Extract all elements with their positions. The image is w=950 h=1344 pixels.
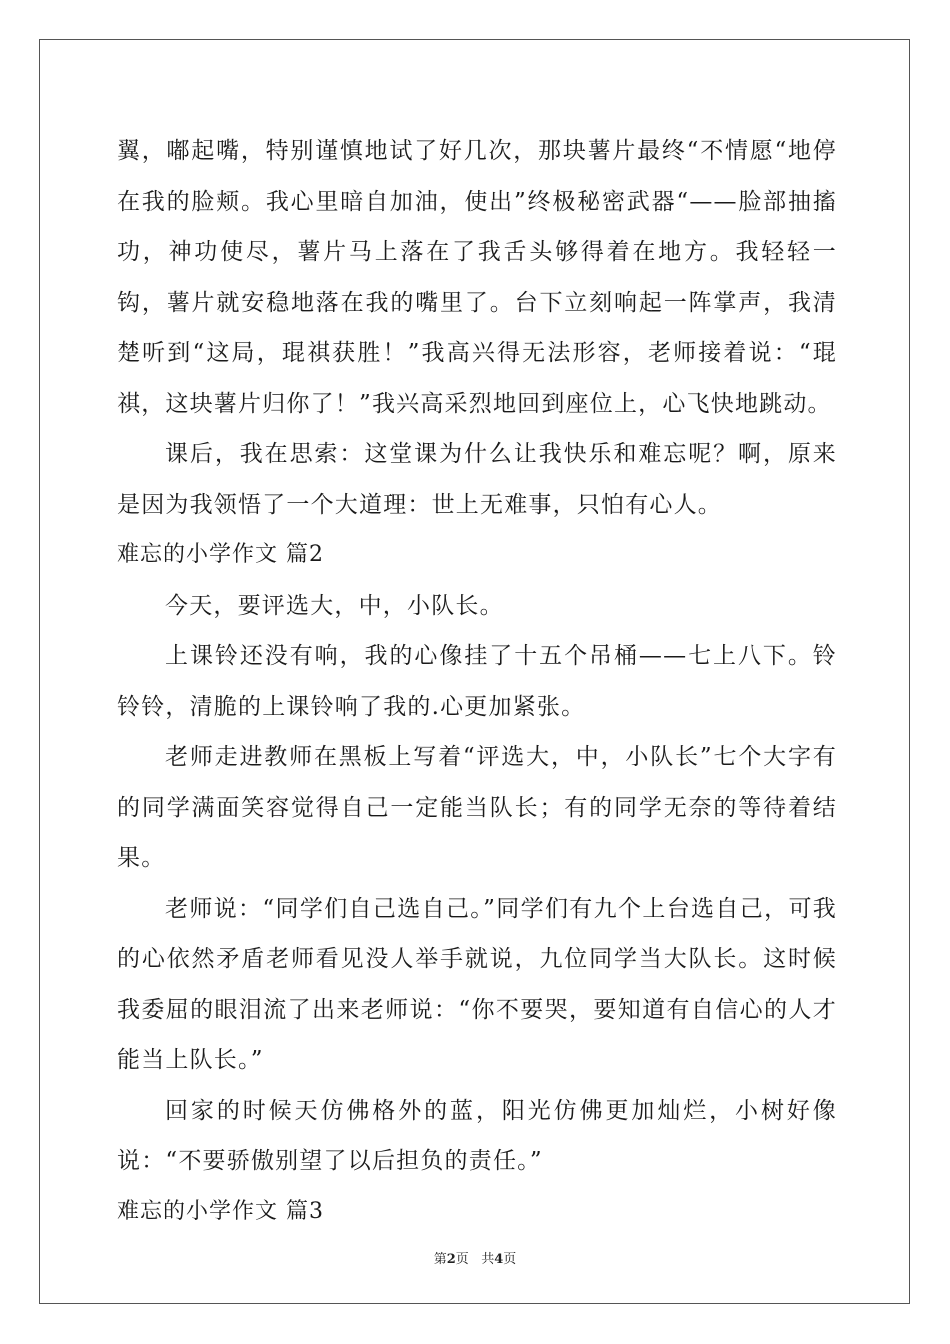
footer-total-prefix: 共 (481, 1252, 495, 1267)
footer-prefix: 第 (433, 1252, 447, 1267)
paragraph-2: 课后，我在思索：这堂课为什么让我快乐和难忘呢？啊，原来是因为我领悟了一个大道理：世上无难事，只怕有心人。 (117, 441, 837, 518)
paragraph-7: 回家的时候天仿佛格外的蓝，阳光仿佛更加灿烂，小树好像说：“不要骄傲别望了以后担负的责任。” (117, 1097, 837, 1174)
footer-current-page: 2 (446, 1252, 456, 1267)
paragraph-1: 翼，嘟起嘴，特别谨慎地试了好几次，那块薯片最终“不情愿“地停在我的脸颊。我心里暗自加油，使出”终极秘密武器“——脸部抽搐功，神功使尽，薯片马上落在了我舌头够得着在地方。我轻轻一钩，薯片就安稳地落在我的嘴里了。台下立刻响起一阵掌声，我清楚听到“这局，琨祺获胜！”我高兴得无法形容，老师接着说：“琨祺，这块薯片归你了！”我兴高采烈地回到座位上，心飞快地跳动。 (117, 138, 837, 417)
footer-total-word: 页 (503, 1252, 517, 1267)
section-heading-3: 难忘的小学作文 篇3 (117, 1198, 324, 1224)
footer-total-pages: 4 (494, 1252, 504, 1267)
footer-page-word: 页 (455, 1252, 469, 1267)
paragraph-4: 上课铃还没有响，我的心像挂了十五个吊桶——七上八下。铃铃铃，清脆的上课铃响了我的.心更加紧张。 (117, 643, 837, 720)
page-footer (0, 1248, 950, 1267)
paragraph-5: 老师走进教师在黑板上写着“评选大，中，小队长”七个大字有的同学满面笑容觉得自己一定能当队长；有的同学无奈的等待着结果。 (117, 744, 837, 871)
paragraph-6: 老师说：“同学们自己选自己。”同学们有九个上台选自己，可我的心依然矛盾老师看见没人举手就说，九位同学当大队长。这时候我委屈的眼泪流了出来老师说：“你不要哭，要知道有自信心的人才能当上队长。” (117, 895, 837, 1073)
section-heading-2: 难忘的小学作文 篇2 (117, 542, 324, 567)
document-body (117, 126, 837, 1237)
paragraph-3: 今天，要评选大，中，小队长。 (165, 592, 504, 619)
